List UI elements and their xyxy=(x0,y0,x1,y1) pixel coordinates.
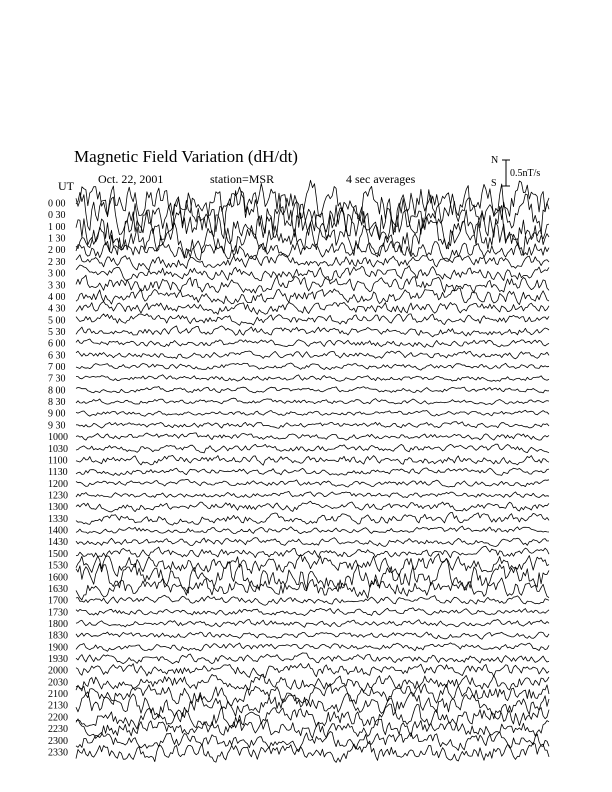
trace-line xyxy=(76,559,549,594)
trace-line xyxy=(76,375,549,382)
row-label: 1130 xyxy=(48,467,68,479)
scale-bar xyxy=(491,155,540,189)
row-label: 1 30 xyxy=(48,233,66,245)
trace-line xyxy=(76,554,549,577)
trace-line xyxy=(76,387,549,393)
row-label: 2 30 xyxy=(48,256,66,268)
row-label: 2300 xyxy=(48,735,68,747)
trace-line xyxy=(76,620,549,628)
row-label: 9 30 xyxy=(48,420,66,432)
row-label: 4 00 xyxy=(48,291,66,303)
trace-line xyxy=(76,351,549,359)
trace-line xyxy=(76,501,549,512)
trace-line xyxy=(76,479,549,487)
row-label: 1100 xyxy=(48,455,68,467)
station-label: station=MSR xyxy=(210,172,275,186)
scale-north-label: N xyxy=(491,155,499,166)
trace-line xyxy=(76,302,549,315)
trace-line xyxy=(76,595,549,605)
trace-line xyxy=(76,444,549,453)
row-label: 1930 xyxy=(48,654,68,666)
row-label: 0 00 xyxy=(48,198,66,210)
row-label: 7 00 xyxy=(48,362,66,374)
row-label: 1630 xyxy=(48,583,68,595)
trace-line xyxy=(76,180,549,226)
row-label: 6 00 xyxy=(48,338,66,350)
row-label: 1730 xyxy=(48,607,68,619)
trace-line xyxy=(76,326,549,337)
row-label: 5 30 xyxy=(48,326,66,338)
trace-line xyxy=(76,684,549,706)
trace-line xyxy=(76,314,549,326)
row-label: 8 00 xyxy=(48,385,66,397)
row-label: 1400 xyxy=(48,525,68,537)
row-label: 1830 xyxy=(48,630,68,642)
row-label: 1700 xyxy=(48,595,68,607)
trace-line xyxy=(76,719,549,739)
row-label: 1 00 xyxy=(48,221,66,233)
row-label: 1230 xyxy=(48,490,68,502)
scale-south-label: S xyxy=(491,178,497,189)
trace-line xyxy=(76,664,549,678)
row-label: 5 00 xyxy=(48,315,66,327)
trace-line xyxy=(76,608,549,616)
trace-line xyxy=(76,410,549,416)
row-label: 1430 xyxy=(48,537,68,549)
trace-line xyxy=(76,632,549,639)
trace-line xyxy=(76,339,549,347)
trace-line xyxy=(76,643,549,652)
row-label: 2130 xyxy=(48,700,68,712)
row-label: 6 30 xyxy=(48,350,66,362)
trace-line xyxy=(76,538,549,547)
trace-line xyxy=(76,578,549,600)
row-label: 1500 xyxy=(48,548,68,560)
chart-title: Magnetic Field Variation (dH/dt) xyxy=(74,147,298,166)
row-label: 3 00 xyxy=(48,268,66,280)
trace-line xyxy=(76,468,549,475)
row-label: 2330 xyxy=(48,747,68,759)
row-label: 9 00 xyxy=(48,408,66,420)
trace-line xyxy=(76,526,549,534)
row-labels xyxy=(48,199,68,759)
trace-line xyxy=(76,398,549,404)
row-label: 2000 xyxy=(48,665,68,677)
row-label: 1030 xyxy=(48,443,68,455)
scale-value-label: 0.5nT/s xyxy=(510,168,541,179)
row-label: 1200 xyxy=(48,478,68,490)
row-label: 3 30 xyxy=(48,280,66,292)
row-label: 4 30 xyxy=(48,303,66,315)
ut-axis-label: UT xyxy=(58,179,74,193)
row-label: 7 30 xyxy=(48,373,66,385)
row-label: 2 00 xyxy=(48,245,66,257)
row-label: 1330 xyxy=(48,513,68,525)
date-label: Oct. 22, 2001 xyxy=(98,172,164,186)
trace-line xyxy=(76,253,549,270)
trace-line xyxy=(76,422,549,429)
trace-line xyxy=(76,265,549,281)
traces xyxy=(76,180,549,762)
trace-line xyxy=(76,275,549,293)
row-label: 0 30 xyxy=(48,210,66,222)
trace-line xyxy=(76,704,549,729)
row-label: 1900 xyxy=(48,642,68,654)
row-label: 2230 xyxy=(48,724,68,736)
row-label: 2100 xyxy=(48,689,68,701)
row-label: 2030 xyxy=(48,677,68,689)
trace-line xyxy=(76,363,549,370)
row-label: 2200 xyxy=(48,712,68,724)
trace-line xyxy=(76,546,549,558)
trace-line xyxy=(76,513,549,526)
row-label: 1600 xyxy=(48,572,68,584)
averaging-label: 4 sec averages xyxy=(346,172,416,186)
trace-line xyxy=(76,653,549,664)
trace-line xyxy=(76,433,549,440)
trace-line xyxy=(76,455,549,465)
trace-line xyxy=(76,741,549,762)
row-label: 8 30 xyxy=(48,397,66,409)
row-label: 1530 xyxy=(48,560,68,572)
row-label: 1300 xyxy=(48,502,68,514)
row-label: 1800 xyxy=(48,618,68,630)
trace-line xyxy=(76,491,549,497)
row-label: 1000 xyxy=(48,432,68,444)
